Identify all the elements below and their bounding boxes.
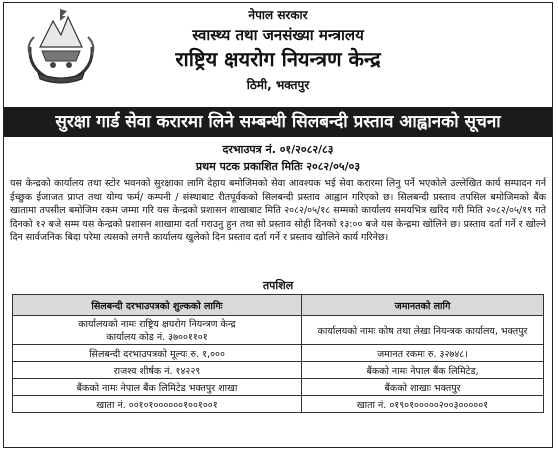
reference-number: दरभाउपत्र नं. ०१/२०८२/८३ [222,143,334,156]
col-header-fee: सिलबन्दी दरभाउपत्रको शुल्कको लागिः [13,295,302,316]
notice-body: यस केन्द्रको कार्यालय तथा स्टोर भवनको सुरक्षाका लागि देहाय बमोजिमको सेवा आवश्यक भई सेवा करारमा लिनु पर्ने भएकोले उल्लेखित कार्य सम्पादन गर्न ईच्छुक ईजाजत प्राप्त तथा योग्य फर्म/ कम्पनी / संस्थाबाट रीतपूर्वकको सिलबन्दी प्रस्ताव आह्वान गरिएको छ। सिलबन्दी प्रस्ताव तपसिल बमोजिमको बैंक खातामा तपसील बमोजिम रकम जम्मा गरि यस केन्द्रको प्रशासन शाखाबाट मिति २०८२/०५/१८ सम्मको कार्यालय समयभित्र खरिद गरी मिति २०८२/०५/१९ गते दिनको १२ बजे सम्म यस केन्द्रको प्रशासन शाखामा दर्ता गराउनु हुन तथा सो प्रस्ताव सोही दिनको १३:०० बजे यस केन्द्रमा खोलिने छ। प्रस्ताव दर्ता गर्ने र खोल्ने दिन सार्वजनिक बिदा परेमा त्यसको लगत्तै कार्यालय खुलेको दिन प्रस्ताव दर्ता गर्ने र प्रस्ताव खोलिने कार्य गरिनेछ। [10,178,546,244]
publication-date: प्रथम पटक प्रकाशित मितिः २०८२/०५/०३ [195,160,361,173]
details-table [12,294,544,413]
col-header-deposit: जमानतको लागि [302,295,544,316]
table-row [13,379,544,396]
account-number-left: खाता नं. ००१०१००००००१००१००१ [13,396,302,413]
ministry-name: स्वास्थ्य तथा जनसंख्या मन्त्रालय [192,26,364,44]
tapsil-heading: तपशिल [262,279,294,292]
bank-name-right: बैंकको नामः नेपाल बैंक लिमिटेड, [302,362,544,379]
bank-name-left: बैंकको नामः नेपाल बैंक लिमिटेड भक्तपुर शाखा [13,379,302,396]
table-row [13,295,544,316]
office-cell-left [13,316,302,345]
center-name: राष्ट्रिय क्षयरोग नियन्त्रण केन्द्र [175,47,381,71]
notice-title: सुरक्षा गार्ड सेवा करारमा लिने सम्बन्धी सिलबन्दी प्रस्ताव आह्वानको सूचना [4,107,552,137]
table-row [13,316,544,345]
office-name-right: कार्यालयको नामः कोष तथा लेखा नियन्त्रक कार्यालय, भक्तपुर [302,316,544,345]
table-row [13,345,544,362]
notice-frame [3,2,553,448]
office-name-left: कार्यालयको नामः राष्ट्रिय क्षयरोग नियन्त्रण केन्द्र [78,319,236,330]
header [4,3,552,107]
account-number-right: खाता नं. ०१९०१०००००२००३०००००१ [302,396,544,413]
bank-branch-right: बैंकको शाखाः भक्तपुर [302,379,544,396]
bid-fee: सिलबन्दी दरभाउपत्रको मूल्यः रु. १,००० [13,345,302,362]
office-code: कार्यालय कोड नं. ३७००११०१ [106,332,208,343]
revenue-code: राजश्व शीर्षक नं. १४२२९ [13,362,302,379]
table-row [13,362,544,379]
address: ठिमी, भक्तपुर [246,78,310,92]
deposit-amount: जमानत रकमः रु. ३२७४८। [302,345,544,362]
government-name: नेपाल सरकार [248,8,308,22]
table-row [13,396,544,413]
